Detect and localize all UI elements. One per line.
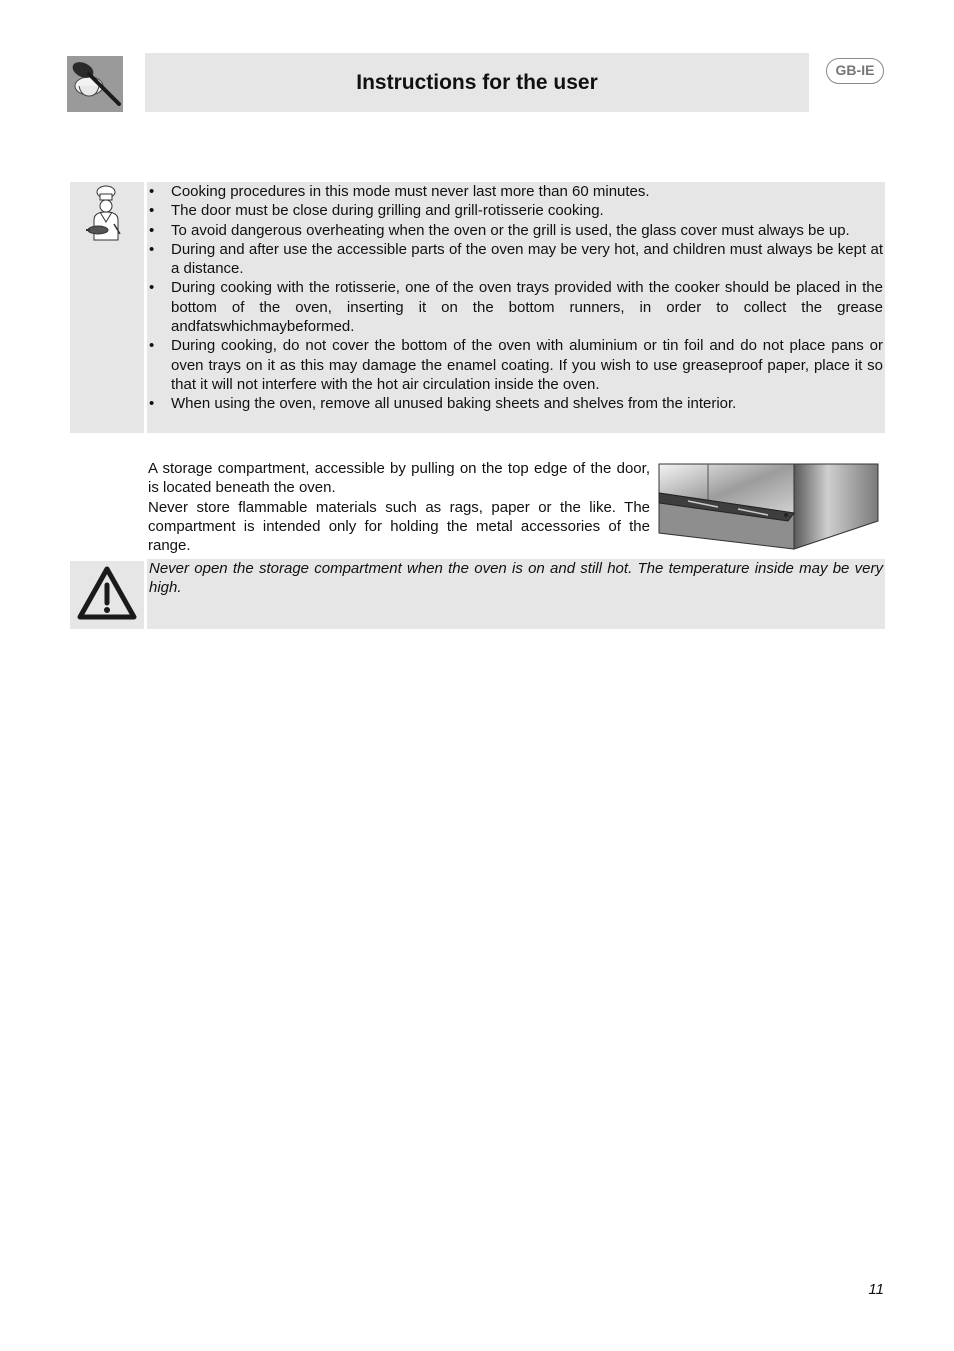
list-item: • The door must be close during grilling and grill-rotisserie cooking. [147, 201, 885, 220]
storage-description [148, 459, 650, 555]
page-number: 11 [868, 1281, 884, 1298]
chef-icon [70, 182, 144, 252]
warning-icon-column [70, 561, 144, 629]
list-item: • Cooking procedures in this mode must never last more than 60 minutes. [147, 182, 885, 201]
chef-icon-column [70, 182, 144, 433]
storage-paragraph-2: Never store flammable materials such as rags, paper or the like. The compartment is intended only for holding the metal accessories of the range. [148, 498, 650, 555]
list-item: • During and after use the accessible parts of the oven may be very hot, and children must always be kept at a distance. [147, 240, 885, 279]
list-item: • To avoid dangerous overheating when the oven or the grill is used, the glass cover must always be up. [147, 221, 885, 240]
logo [67, 56, 123, 112]
cooking-notes-list [147, 182, 885, 414]
warning-box [147, 559, 885, 629]
list-item: • During cooking, do not cover the bottom of the oven with aluminium or tin foil and do not place pans or oven trays on it as this may damage the enamel coating. If you wish to use greaseproof paper, place it so that it will not interfere with the hot air circulation inside the oven. [147, 336, 885, 394]
spoon-chef-hat-icon [67, 56, 123, 112]
storage-paragraph-1: A storage compartment, accessible by pulling on the top edge of the door, is located beneath the oven. [148, 460, 650, 497]
list-item: • During cooking with the rotisserie, one of the oven trays provided with the cooker should be placed in the bottom of the oven, inserting it on the bottom runners, in order to collect the grease andfatswhichmaybeformed. [147, 278, 885, 336]
storage-compartment-illustration [658, 463, 880, 551]
page-title: Instructions for the user [356, 70, 598, 94]
warning-text: Never open the storage compartment when the oven is on and still hot. The temperature inside may be very high. [149, 560, 883, 597]
warning-triangle-icon [70, 561, 144, 629]
list-item: • When using the oven, remove all unused baking sheets and shelves from the interior. [147, 394, 885, 413]
cooking-notes [147, 182, 885, 433]
language-badge: GB-IE [826, 58, 884, 84]
header-bar [145, 53, 809, 112]
